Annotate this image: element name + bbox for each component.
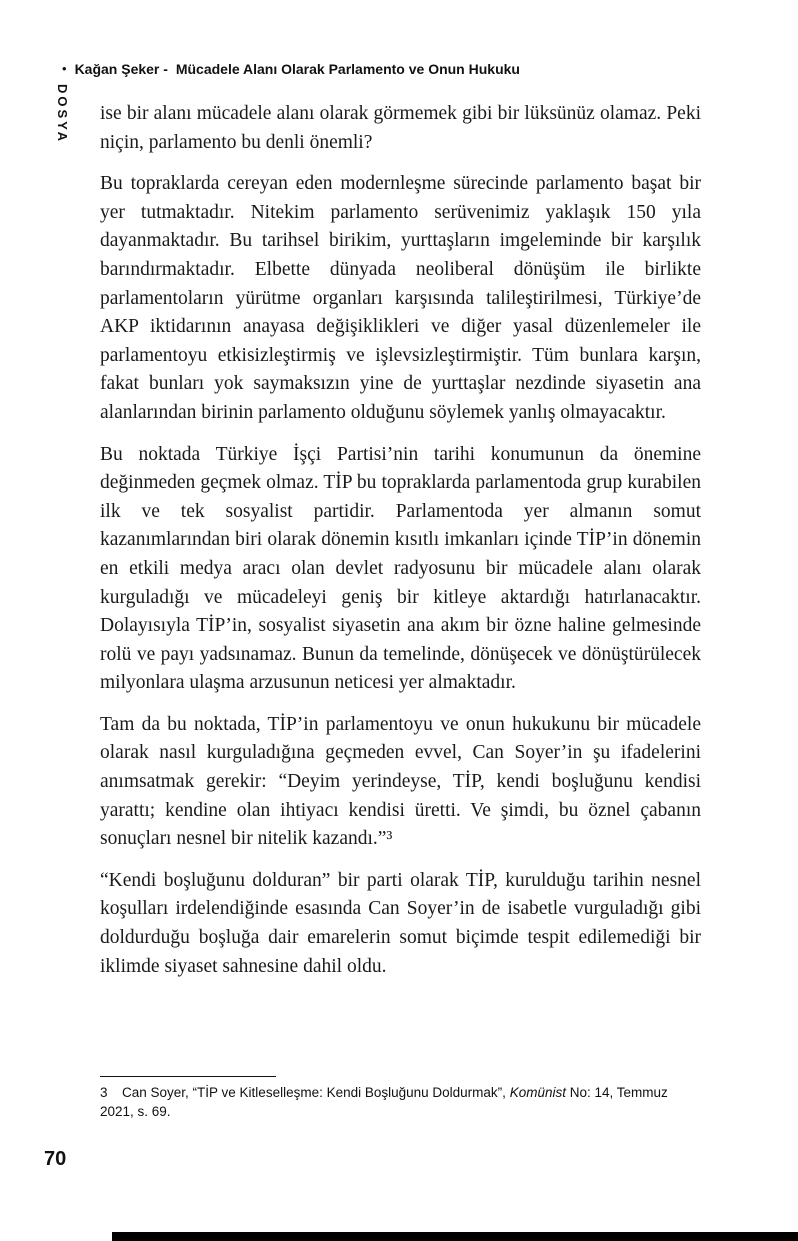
- footnote: [100, 1083, 701, 1121]
- paragraph: ise bir alanı mücadele alanı olarak görmemek gibi bir lüksünüz olamaz. Peki niçin, parlamento bu denli önemli?: [100, 103, 701, 153]
- header-author: Kağan Şeker -: [74, 61, 168, 77]
- footnote-text-after: No: 14, Temmuz 2021, s. 69.: [100, 1085, 668, 1119]
- sidebar-label-dosya: DOSYA: [55, 84, 70, 145]
- paragraph: Tam da bu noktada, TİP’in parlamentoyu ve onun hukukunu bir mücadele olarak nasıl kurguladığına geçmeden evvel, Can Soyer’in şu ifadelerini anımsatmak gerekir: “Deyim yerindeyse, TİP, kendi boşluğunu kendisi yarattı; kendine olan ihtiyacı kendisi üretti. Ve şimdi, bu öznel çabanın sonuçları nesnel bir nitelik kazandı.”³: [100, 713, 701, 850]
- page-header: [62, 60, 762, 78]
- scan-edge-bar: [112, 1232, 798, 1241]
- header-title: Mücadele Alanı Olarak Parlamento ve Onun Hukuku: [175, 61, 520, 77]
- bullet-icon: •: [62, 61, 67, 76]
- paragraph: “Kendi boşluğunu dolduran” bir parti olarak TİP, kurulduğu tarihin nesnel koşulları irdelendiğinde esasında Can Soyer’in de isabetle vurguladığı gibi doldurduğu boşluğa dair emarelerin somut biçimde tespit edilemediği bir iklimde siyaset sahnesine dahil oldu.: [100, 869, 701, 977]
- paragraph: Bu noktada Türkiye İşçi Partisi’nin tarihi konumunun da önemine değinmeden geçmek olmaz. TİP bu topraklarda parlamentoda grup kurabilen ilk ve tek sosyalist partidir. Parlamentoda yer almanın somut kazanımlarından biri olarak dönemin kısıtlı imkanları içinde TİP’in dönemin en etkili medya aracı olan devlet radyosunu bir mücadele alanı olarak kurguladığı ve mücadeleyi geniş bir kitleye aktardığı hatırlanacaktır. Dolayısıyla TİP’in, sosyalist siyasetin ana akım bir özne haline gelmesinde rolü ve payı yadsınamaz. Bunun da temelinde, dönüşecek ve dönüştürülecek milyonlara ulaşma arzusunun neticesi yer almaktadır.: [100, 443, 701, 694]
- footnote-marker: 3: [100, 1085, 108, 1100]
- footnote-area: [100, 1076, 701, 1121]
- footnote-divider: [100, 1076, 276, 1077]
- paragraph: Bu topraklarda cereyan eden modernleşme sürecinde parlamento başat bir yer tutmaktadır. Nitekim parlamento serüvenimiz yaklaşık 150 yıla dayanmaktadır. Bu tarihsel birikim, yurttaşların imgeleminde bir karşılık barındırmaktadır. Elbette dünyada neoliberal dönüşüm ile birlikte parlamentoların yürütme organları karşısında talileştirilmesi, Türkiye’de AKP iktidarının anayasa değişiklikleri ve diğer yasal düzenlemeler ile parlamentoyu etkisizleştirmiş ve işlevsizleştirmiştir. Tüm bunlara karşın, fakat bunları yok saymaksızın yine de yurttaşlar nezdinde siyasetin ana alanlarından birinin parlamento olduğunu söylemek yanlış olmayacaktır.: [100, 173, 701, 423]
- footnote-italic-title: Komünist: [509, 1085, 566, 1100]
- body-text: [100, 100, 701, 994]
- footnote-text: Can Soyer, “TİP ve Kitleselleşme: Kendi Boşluğunu Doldurmak”,: [122, 1085, 510, 1100]
- page-number: 70: [44, 1148, 67, 1170]
